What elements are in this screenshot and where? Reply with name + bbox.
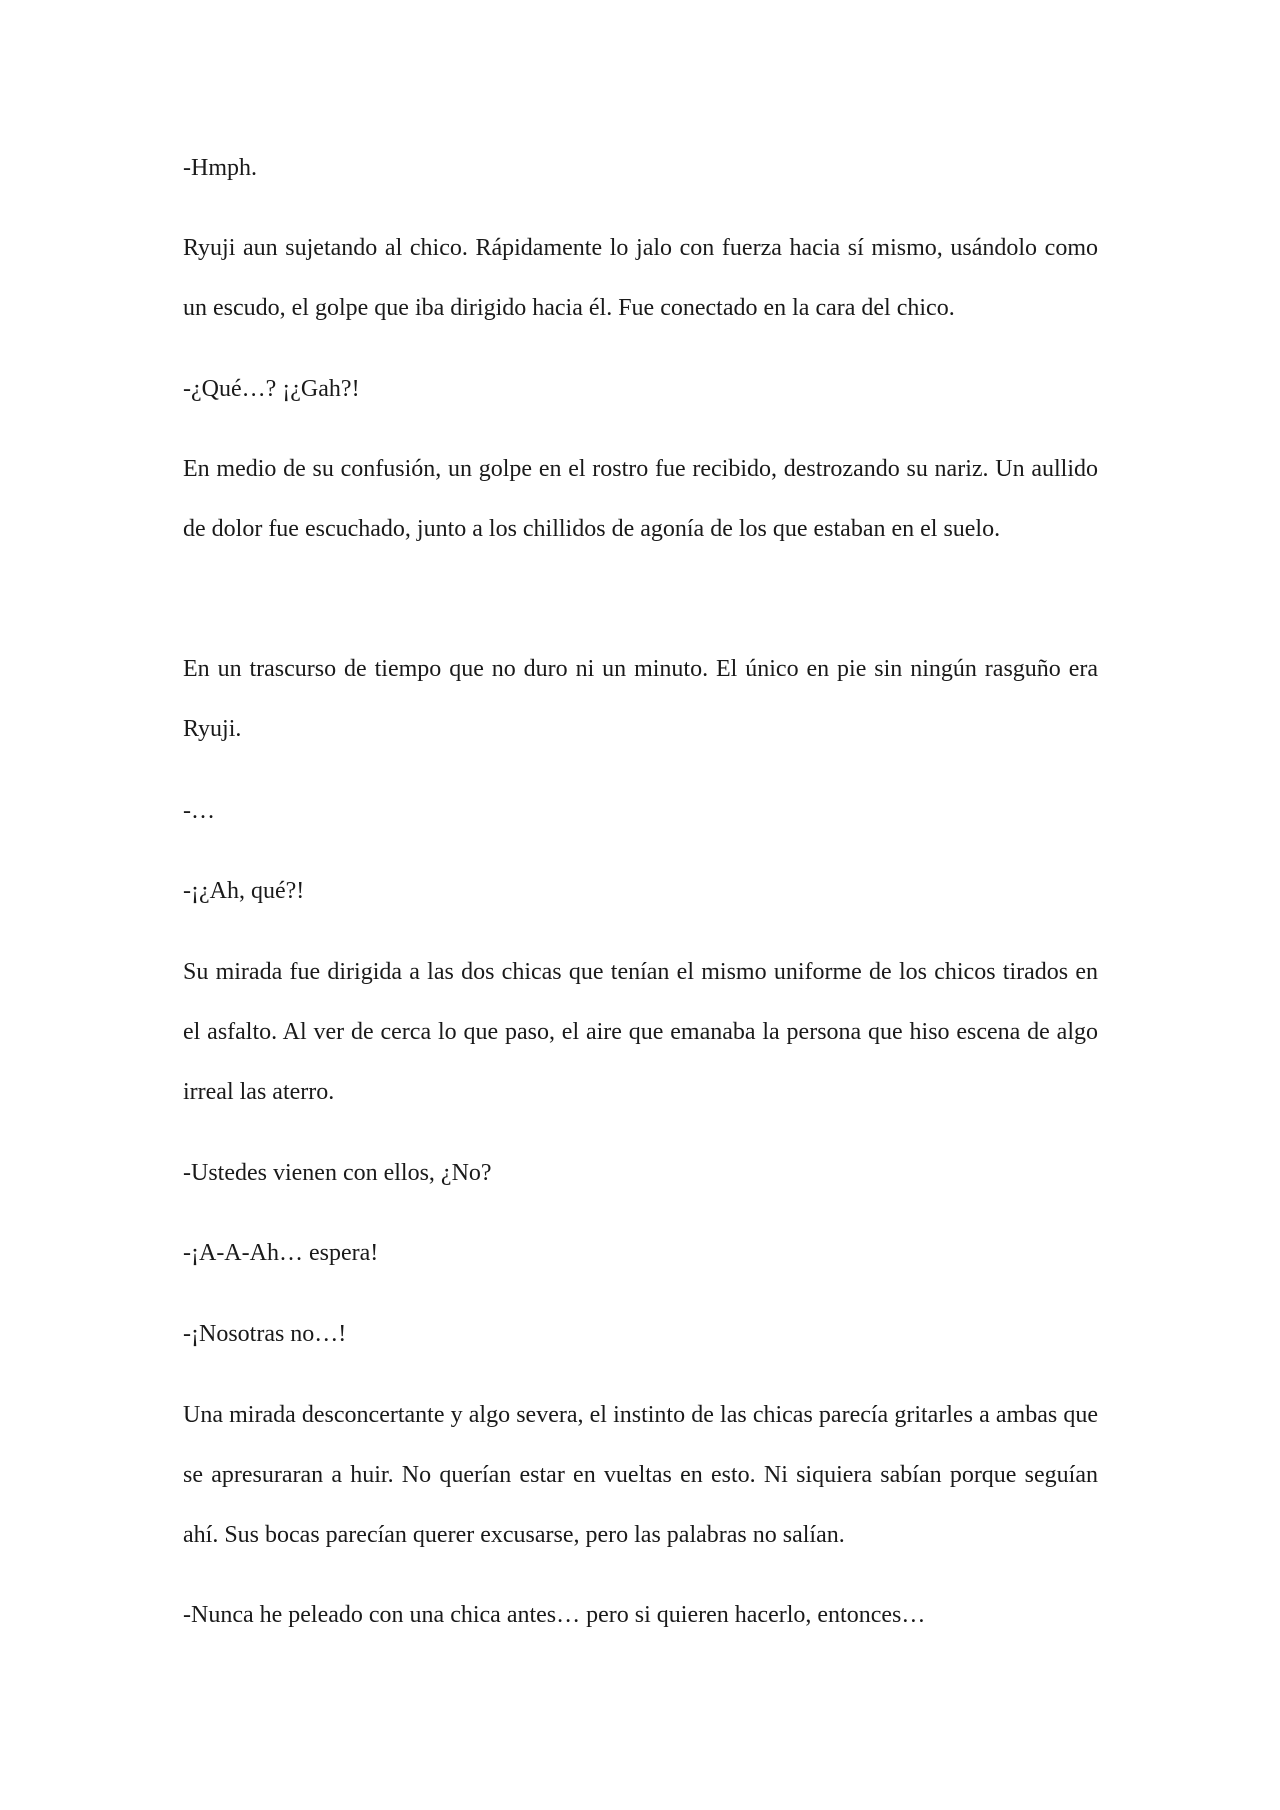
paragraph: Ryuji aun sujetando al chico. Rápidamente lo jalo con fuerza hacia sí mismo, usándolo como un escudo, el golpe que iba dirigido hacia él. Fue conectado en la cara del chico. bbox=[183, 235, 1098, 321]
paragraph: Una mirada desconcertante y algo severa, el instinto de las chicas parecía gritarles a ambas que se apresuraran a huir. No querían estar en vueltas en esto. Ni siquiera sabían porque seguían ahí. Sus bocas parecían querer excusarse, pero las palabras no salían. bbox=[183, 1402, 1098, 1548]
paragraph: -Ustedes vienen con ellos, ¿No? bbox=[183, 1160, 492, 1186]
paragraph: -¡¿Ah, qué?! bbox=[183, 878, 305, 904]
paragraph: -¡A-A-Ah… espera! bbox=[183, 1240, 379, 1266]
paragraph: -¿Qué…? ¡¿Gah?! bbox=[183, 376, 360, 402]
paragraph: En medio de su confusión, un golpe en el rostro fue recibido, destrozando su nariz. Un aullido de dolor fue escuchado, junto a los chillidos de agonía de los que estaban en el suelo. bbox=[183, 456, 1098, 542]
paragraph: En un trascurso de tiempo que no duro ni un minuto. El único en pie sin ningún rasguño era Ryuji. bbox=[183, 656, 1098, 742]
paragraph: -Nunca he peleado con una chica antes… pero si quieren hacerlo, entonces… bbox=[183, 1602, 926, 1628]
paragraph: -¡Nosotras no…! bbox=[183, 1321, 347, 1347]
paragraph: -Hmph. bbox=[183, 155, 257, 181]
paragraph: -… bbox=[183, 798, 215, 824]
paragraph: Su mirada fue dirigida a las dos chicas que tenían el mismo uniforme de los chicos tirados en el asfalto. Al ver de cerca lo que paso, el aire que emanaba la persona que hiso escena de algo irreal las aterro. bbox=[183, 959, 1098, 1105]
